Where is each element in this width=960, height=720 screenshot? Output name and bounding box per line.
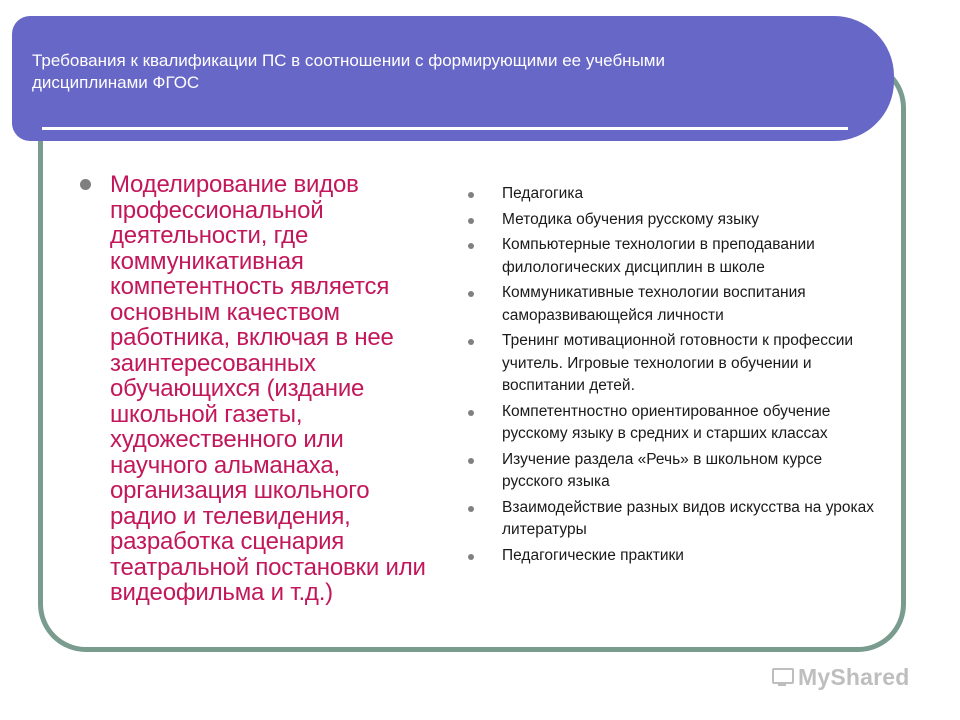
list-item-text: Компьютерные технологии в преподавании филологических дисциплин в школе: [502, 236, 815, 276]
left-bullet-text: Моделирование видов профессиональной деятельности, где коммуникативная компетентность является основным качеством работника, включая в нее заинтересованных обучающихся (издание школьной газеты, художественного или научного альманаха, организация школьного радио и телевидения, разработка сценария театральной постановки или видеофильма и т.д.): [110, 171, 426, 606]
bullet-icon: [80, 179, 91, 190]
title-underline: [42, 127, 848, 130]
list-item: [466, 497, 876, 542]
bullet-dot-icon: [468, 243, 474, 249]
list-item-text: Методика обучения русскому языку: [502, 210, 759, 228]
title-line-1: Требования к квалификации ПС в соотношении с формирующими ее учебными: [32, 51, 665, 70]
title-banner: [12, 16, 894, 141]
list-item: [466, 282, 876, 327]
presentation-icon: [770, 665, 794, 689]
bullet-dot-icon: [468, 554, 474, 560]
bullet-dot-icon: [468, 339, 474, 345]
right-column: [466, 183, 876, 570]
bullet-dot-icon: [468, 410, 474, 416]
list-item: [466, 234, 876, 279]
list-item-text: Тренинг мотивационной готовности к профессии учитель. Игровые технологии в обучении и воспитании детей.: [502, 332, 854, 394]
list-item: [466, 401, 876, 446]
bullet-dot-icon: [468, 506, 474, 512]
bullet-dot-icon: [468, 291, 474, 297]
bullet-dot-icon: [468, 218, 474, 224]
list-item-text: Изучение раздела «Речь» в школьном курсе русского языка: [502, 450, 823, 490]
bullet-dot-icon: [468, 458, 474, 464]
bullet-dot-icon: [468, 192, 474, 198]
list-item-text: Коммуникативные технологии воспитания саморазвивающейся личности: [502, 284, 806, 324]
list-item-text: Взаимодействие разных видов искусства на уроках литературы: [502, 498, 874, 538]
list-item-text: Компетентностно ориентированное обучение русскому языку в средних и старших классах: [502, 402, 831, 442]
left-bullet-item: [78, 172, 433, 606]
title-line-2: дисциплинами ФГОС: [32, 73, 200, 92]
list-item-text: Педагогика: [502, 185, 584, 202]
list-item: [466, 183, 876, 206]
discipline-list: [466, 183, 876, 567]
list-item: [466, 449, 876, 494]
list-item: [466, 330, 876, 398]
watermark[interactable]: [770, 660, 910, 694]
list-item: [466, 545, 876, 568]
list-item-text: Педагогические практики: [502, 546, 684, 564]
list-item: [466, 209, 876, 232]
watermark-text: MyShared: [798, 663, 910, 690]
left-column: [78, 172, 433, 606]
